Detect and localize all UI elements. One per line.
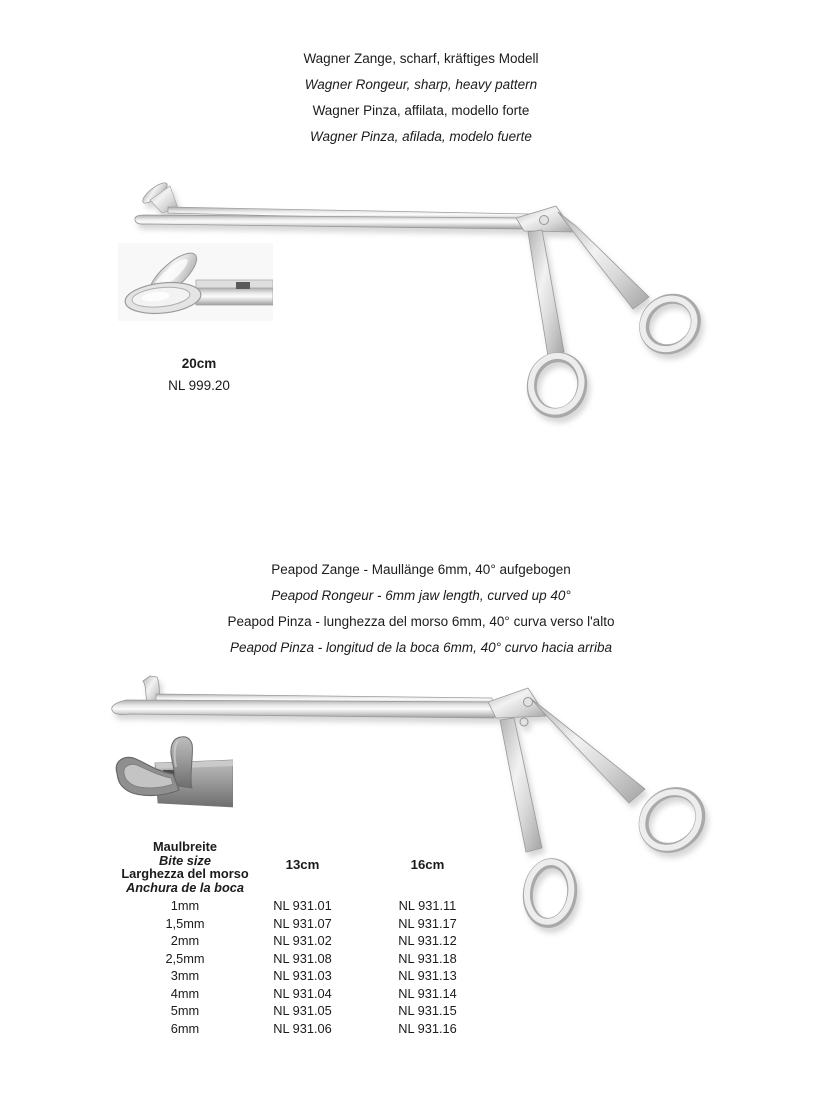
peapod-finger-ring-lower (523, 859, 576, 926)
peapod-title-block (16, 557, 826, 661)
ref-13cm-cell: NL 931.06 (273, 1020, 332, 1036)
bite-size-cell: 2,5mm (165, 950, 205, 966)
size-table-16cm-header: 16cm (410, 857, 445, 872)
peapod-title-spanish: Peapod Pinza - longitud de la boca 6mm, 40° curvo hacia arriba (229, 640, 613, 655)
peapod-title-german: Peapod Zange - Maullänge 6mm, 40° aufgebogen (271, 562, 571, 577)
peapod-size-table (110, 840, 510, 1037)
peapod-title-english: Peapod Rongeur - 6mm jaw length, curved up 40° (271, 588, 571, 603)
bite-size-cell: 6mm (170, 1020, 200, 1036)
size-table-bite-size-header (110, 840, 260, 897)
peapod-handles (500, 698, 712, 926)
size-table-13cm-header: 13cm (285, 857, 320, 872)
peapod-finger-ring-upper (631, 780, 712, 860)
wagner-handles (525, 212, 706, 418)
ref-16cm-cell: NL 931.13 (398, 968, 457, 983)
ref-13cm-cell: NL 931.08 (273, 950, 332, 966)
ref-16cm-cell: NL 931.18 (398, 950, 457, 966)
ref-16cm-cell: NL 931.11 (398, 898, 457, 913)
ref-13cm-cell: NL 931.02 (273, 933, 332, 948)
bite-size-cell: 5mm (170, 1003, 200, 1018)
bite-size-cell: 1mm (170, 898, 200, 913)
bite-size-cell: 2mm (170, 933, 200, 948)
peapod-title-italian: Peapod Pinza - lunghezza del morso 6mm, 40° curva verso l'alto (227, 614, 615, 629)
header-bite-size: Bite size (159, 852, 211, 868)
wagner-detail-shaft (196, 280, 273, 305)
peapod-jaw-detail-image (103, 733, 233, 825)
ref-13cm-cell: NL 931.07 (273, 915, 332, 931)
ref-13cm-cell: NL 931.05 (273, 1003, 332, 1018)
ref-16cm-cell: NL 931.12 (398, 933, 457, 948)
header-anchura: Anchura de la boca (125, 880, 245, 896)
wagner-shaft (135, 206, 574, 242)
ref-13cm-cell: NL 931.03 (273, 968, 332, 983)
header-larghezza: Larghezza del morso (121, 866, 249, 882)
header-maulbreite: Maulbreite (153, 839, 217, 854)
ref-13cm-cell: NL 931.04 (273, 985, 332, 1001)
wagner-finger-ring-lower (525, 351, 588, 419)
wagner-title-block (16, 46, 826, 150)
peapod-shaft (112, 688, 546, 726)
wagner-catalog-number: NL 999.20 (168, 378, 230, 393)
wagner-title-german: Wagner Zange, scharf, kräftiges Modell (303, 51, 539, 66)
ref-16cm-cell: NL 931.14 (398, 985, 457, 1001)
bite-size-cell: 3mm (170, 968, 200, 983)
wagner-jaw-detail-image (118, 243, 273, 321)
ref-16cm-cell: NL 931.15 (398, 1003, 457, 1018)
ref-13cm-cell: NL 931.01 (273, 898, 332, 913)
bite-size-cell: 4mm (170, 985, 200, 1001)
ref-16cm-cell: NL 931.17 (398, 915, 457, 931)
bite-size-cell: 1,5mm (165, 915, 205, 931)
wagner-size-label: 20cm (181, 356, 217, 371)
wagner-title-spanish: Wagner Pinza, afilada, modelo fuerte (310, 129, 532, 144)
ref-16cm-cell: NL 931.16 (398, 1020, 457, 1036)
wagner-title-english: Wagner Rongeur, sharp, heavy pattern (304, 77, 538, 92)
wagner-title-italian: Wagner Pinza, affilata, modello forte (312, 103, 530, 118)
